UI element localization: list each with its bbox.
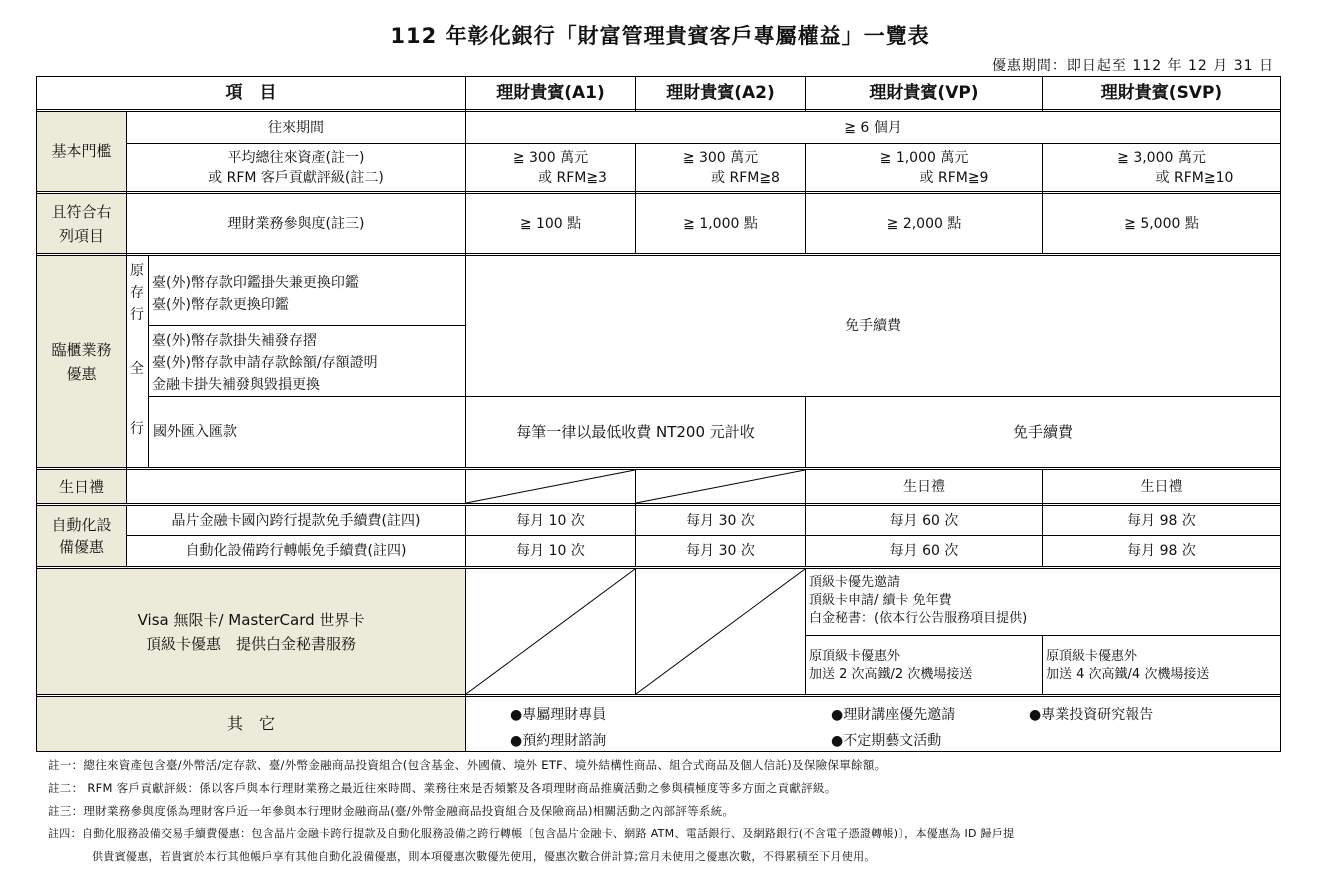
remit-v: 免手續費 — [1012, 423, 1073, 441]
other-bullet-5: ●專業投資研究報告 — [1029, 707, 1154, 723]
auto-label-line2: 備優惠 — [58, 538, 104, 556]
all-item-1: 臺(外)幣存款掛失補發存摺 — [152, 333, 317, 349]
basic-vp-line2: 或 RFM≧9 — [919, 169, 989, 186]
asset-label-line1: 平均總往來資產(註一) — [227, 149, 365, 166]
basic-svp-line1: ≧ 3,000 萬元 — [1117, 149, 1206, 166]
basic-svp-line2: 或 RFM≧10 — [1155, 169, 1234, 186]
extra-a2: ≧ 1,000 點 — [683, 215, 758, 232]
offer-period: 優惠期間：即日起至 112 年 12 月 31 日 — [991, 58, 1274, 74]
auto-row2-vp: 每月 60 次 — [889, 543, 959, 559]
header-a1: 理財貴賓(A1) — [496, 83, 605, 103]
card-label — [37, 569, 465, 694]
card-v-line3: 白金秘書：(依本行公告服務項目提供) — [809, 611, 1028, 626]
basic-a2 — [636, 144, 805, 191]
extra-item: 理財業務參與度(註三) — [227, 215, 365, 232]
auto-row2-a2: 每月 30 次 — [686, 543, 755, 559]
remit-a: 每筆一律以最低收費 NT200 元計收 — [516, 423, 755, 441]
auto-row2-svp: 每月 98 次 — [1127, 543, 1196, 559]
slash-birthday-a2 — [636, 470, 805, 503]
all-char-2: 行 — [130, 421, 144, 437]
orig-char-1: 原 — [130, 263, 144, 279]
counter-label — [37, 256, 126, 467]
all-items — [152, 330, 378, 396]
period-value: ≧ 6 個月 — [844, 119, 902, 136]
header-vp: 理財貴賓(VP) — [869, 83, 979, 103]
note-4a: 註四：自動化服務設備交易手續費優惠：包含晶片金融卡跨行提款及自動化服務設備之跨行轉帳〔包含晶片金融卡、網路 ATM、電話銀行、及網路銀行(不含電子憑證轉帳)〕，本優惠為 ID 歸戶提 — [48, 827, 1015, 840]
basic-a1-line1: ≧ 300 萬元 — [512, 149, 589, 166]
auto-label-line1: 自動化設 — [51, 516, 112, 534]
note-2: 註二： RFM 客戶貢獻評級：係以客戶與本行理財業務之最近往來時間、業務往來是否頻繁及各項理財商品推廣活動之參與積極度等多方面之貢獻評級。 — [48, 781, 837, 795]
basic-a1-line2: 或 RFM≧3 — [538, 169, 607, 186]
other-bullet-1: ●專屬理財專員 — [510, 707, 607, 723]
extra-a1: ≧ 100 點 — [519, 215, 582, 232]
asset-label-line2: 或 RFM 客戶貢獻評級(註二) — [208, 169, 384, 186]
other-bullet-4: ●不定期藝文活動 — [831, 733, 942, 749]
counter-label-line2: 優惠 — [66, 364, 97, 383]
card-v-line1: 頂級卡優先邀請 — [809, 575, 901, 590]
birthday-vp: 生日禮 — [903, 478, 945, 495]
note-4b: 供貴賓優惠，若貴賓於本行其他帳戶享有其他自動化設備優惠，則本項優惠次數優先使用，優惠次數合併計算;當月未使用之優惠次數，不得累積至下月使用。 — [92, 850, 876, 863]
auto-row1-a1: 每月 10 次 — [516, 512, 585, 529]
extra-label — [37, 194, 126, 253]
asset-label — [127, 144, 465, 191]
auto-label — [37, 506, 126, 566]
header-item: 項 目 — [225, 83, 277, 103]
auto-item2: 自動化設備跨行轉帳免手續費(註四) — [185, 543, 407, 559]
header-a2: 理財貴賓(A2) — [666, 83, 775, 103]
other-label: 其 它 — [226, 714, 275, 733]
all-item-2: 臺(外)幣存款申請存款餘額/存額證明 — [152, 355, 378, 371]
extra-label-line1: 且符合右 — [51, 202, 112, 221]
card-svp-line1: 原頂級卡優惠外 — [1046, 649, 1138, 664]
orig-item-1: 臺(外)幣存款印鑑掛失兼更換印鑑 — [152, 275, 359, 291]
counter-label-line1: 臨櫃業務 — [51, 340, 112, 359]
other-bullet-2: ●預約理財諮詢 — [510, 733, 607, 749]
basic-a2-line1: ≧ 300 萬元 — [682, 149, 759, 166]
extra-svp: ≧ 5,000 點 — [1124, 215, 1199, 232]
birthday-label: 生日禮 — [58, 477, 104, 496]
card-vp-lines — [809, 648, 972, 684]
card-vp-line1: 原頂級卡優惠外 — [809, 649, 901, 664]
basic-a2-line2: 或 RFM≧8 — [711, 169, 780, 186]
note-1: 註一：總往來資產包含臺/外幣活/定存款、臺/外幣金融商品投資組合(包含基金、外國債、境外 ETF、境外結構性商品、組合式商品及個人信託)及保險保單餘額。 — [48, 758, 887, 772]
card-label-line1: Visa 無限卡/ MasterCard 世界卡 — [137, 610, 365, 629]
counter-free-fee: 免手續費 — [845, 318, 901, 334]
orig-char-3: 行 — [130, 307, 144, 323]
remit-item: 國外匯入匯款 — [153, 424, 237, 440]
auto-item1: 晶片金融卡國內跨行提款免手續費(註四) — [171, 512, 421, 529]
period-label: 往來期間 — [268, 119, 324, 136]
auto-row1-svp: 每月 98 次 — [1127, 512, 1196, 529]
basic-label: 基本門檻 — [51, 142, 112, 160]
card-svp-line2: 加送 4 次高鐵/4 次機場接送 — [1046, 667, 1210, 682]
slash-birthday-a1 — [466, 470, 635, 503]
basic-vp-line1: ≧ 1,000 萬元 — [879, 149, 969, 166]
card-label-line2: 頂級卡優惠 提供白金秘書服務 — [145, 634, 356, 653]
orig-items — [152, 272, 359, 316]
auto-row1-a2: 每月 30 次 — [686, 512, 755, 529]
extra-label-line2: 列項目 — [58, 226, 104, 245]
other-bullet-3: ●理財講座優先邀請 — [831, 707, 956, 723]
basic-vp — [806, 144, 1042, 191]
card-svp-lines — [1046, 648, 1209, 684]
slash-card-a1 — [466, 569, 635, 694]
page-title: 112 年彰化銀行「財富管理貴賓客戶專屬權益」一覽表 — [390, 24, 930, 48]
orig-item-2: 臺(外)幣存款更換印鑑 — [152, 297, 289, 313]
extra-vp: ≧ 2,000 點 — [886, 215, 962, 232]
auto-row1-vp: 每月 60 次 — [889, 512, 959, 529]
all-item-3: 金融卡掛失補發與毀損更換 — [152, 377, 320, 393]
basic-svp — [1043, 144, 1280, 191]
birthday-svp: 生日禮 — [1140, 478, 1183, 495]
slash-card-a2 — [636, 569, 805, 694]
all-char-1: 全 — [130, 361, 144, 377]
header-svp: 理財貴賓(SVP) — [1100, 83, 1223, 103]
card-vp-line2: 加送 2 次高鐵/2 次機場接送 — [809, 667, 973, 682]
card-v-lines — [809, 574, 1027, 628]
auto-row2-a1: 每月 10 次 — [516, 543, 585, 559]
orig-char-2: 存 — [130, 285, 144, 301]
basic-a1 — [466, 144, 635, 191]
card-v-line2: 頂級卡申請/ 續卡 免年費 — [809, 593, 952, 608]
note-3: 註三：理財業務參與度係為理財客戶近一年參與本行理財金融商品(臺/外幣金融商品投資組合及保險商品)相關活動之內部評等系統。 — [48, 804, 735, 818]
